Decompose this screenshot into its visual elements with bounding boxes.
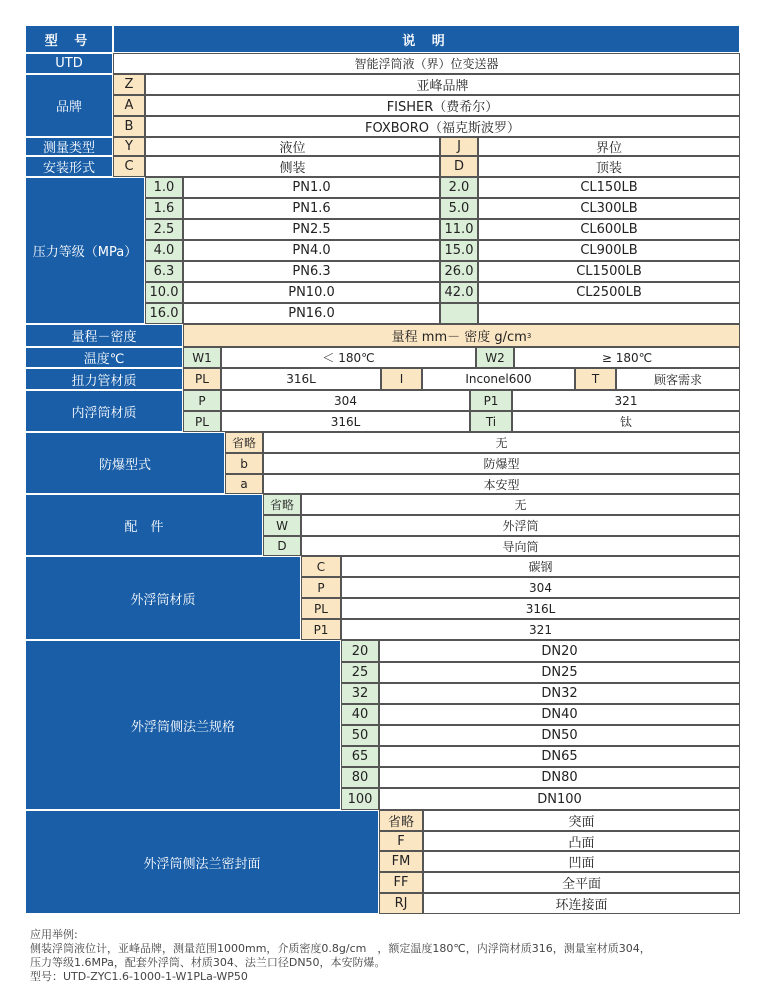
torque-code-i: I xyxy=(381,368,422,390)
pressure-pn: PN2.5 xyxy=(183,219,440,240)
pressure-cl: CL1500LB xyxy=(478,261,740,282)
pressure-pn: PN16.0 xyxy=(183,303,440,324)
example-line-2: 压力等级1.6MPa，配套外浮筒、材质304、法兰口径DN50，本安防爆。 xyxy=(30,956,386,969)
parts-desc: 外浮筒 xyxy=(301,515,740,536)
flange-desc: DN20 xyxy=(379,640,740,662)
flange-desc: DN32 xyxy=(379,683,740,704)
flange-desc: DN40 xyxy=(379,704,740,725)
outer-code: C xyxy=(301,556,341,577)
range-label: 量程－密度 xyxy=(25,324,183,347)
parts-desc: 导向筒 xyxy=(301,536,740,556)
install-label: 安装形式 xyxy=(25,156,113,177)
explosion-desc: 本安型 xyxy=(263,474,740,494)
flange-code: 80 xyxy=(341,767,379,788)
measure-label: 测量类型 xyxy=(25,137,113,156)
pressure-code: 4.0 xyxy=(145,240,183,261)
outer-desc: 304 xyxy=(341,577,740,598)
pressure-code: 15.0 xyxy=(440,240,478,261)
inner-code-ti: Ti xyxy=(470,411,512,432)
explosion-code: a xyxy=(225,474,263,494)
flange-desc: DN25 xyxy=(379,662,740,683)
inner-desc-p1: 321 xyxy=(512,390,740,411)
pressure-code: 26.0 xyxy=(440,261,478,282)
pressure-code: 6.3 xyxy=(145,261,183,282)
inner-desc-p: 304 xyxy=(221,390,470,411)
flange-code: 100 xyxy=(341,788,379,810)
seal-label: 外浮筒侧法兰密封面 xyxy=(25,810,379,914)
utd-description: 智能浮筒液（界）位变送器 xyxy=(113,53,740,74)
inner-code-p: P xyxy=(183,390,221,411)
pressure-cl: CL300LB xyxy=(478,198,740,219)
brand-code-z: Z xyxy=(113,74,145,95)
explosion-desc: 防爆型 xyxy=(263,453,740,474)
torque-desc-i: Inconel600 xyxy=(422,368,575,390)
seal-code: 省略 xyxy=(379,810,423,831)
example-line-1: 侧装浮筒液位计，亚峰品牌，测量范围1000mm，介质密度0.8g/cm ，额定温度180℃，内浮筒材质316，测量室材质304， xyxy=(30,942,651,955)
outer-desc: 316L xyxy=(341,598,740,619)
explosion-label: 防爆型式 xyxy=(25,432,225,494)
seal-code: RJ xyxy=(379,893,423,914)
flange-desc: DN65 xyxy=(379,746,740,767)
pressure-pn: PN10.0 xyxy=(183,282,440,303)
flange-code: 40 xyxy=(341,704,379,725)
flange-code: 65 xyxy=(341,746,379,767)
example-model: 型号：UTD-ZYC1.6-1000-1-W1PLa-WP50 xyxy=(30,970,248,983)
pressure-cl: CL2500LB xyxy=(478,282,740,303)
outer-desc: 321 xyxy=(341,619,740,640)
pressure-cl-empty xyxy=(478,303,740,324)
seal-desc: 环连接面 xyxy=(423,893,740,914)
inner-code-p1: P1 xyxy=(470,390,512,411)
install-desc-d: 顶装 xyxy=(478,156,740,177)
torque-desc-pl: 316L xyxy=(221,368,381,390)
flange-code: 32 xyxy=(341,683,379,704)
example-title: 应用举例: xyxy=(30,928,78,941)
inner-code-pl: PL xyxy=(183,411,221,432)
pressure-code: 1.6 xyxy=(145,198,183,219)
seal-desc: 凸面 xyxy=(423,831,740,851)
torque-label: 扭力管材质 xyxy=(25,368,183,390)
parts-code: D xyxy=(263,536,301,556)
temperature-desc-w2: ≥ 180℃ xyxy=(514,347,740,368)
install-desc-c: 侧装 xyxy=(145,156,440,177)
seal-code: FM xyxy=(379,851,423,872)
brand-desc-b: FOXBORO（福克斯波罗） xyxy=(145,116,740,137)
flange-code: 50 xyxy=(341,725,379,746)
brand-label: 品牌 xyxy=(25,74,113,137)
pressure-code: 1.0 xyxy=(145,177,183,198)
measure-code-y: Y xyxy=(113,137,145,156)
explosion-code: 省略 xyxy=(225,432,263,453)
range-desc-sup: 3 xyxy=(526,331,532,340)
brand-code-b: B xyxy=(113,116,145,137)
pressure-cl: CL600LB xyxy=(478,219,740,240)
outer-float-label: 外浮筒材质 xyxy=(25,556,301,640)
brand-code-a: A xyxy=(113,95,145,116)
brand-desc-z: 亚峰品牌 xyxy=(145,74,740,95)
outer-code: P1 xyxy=(301,619,341,640)
install-code-d: D xyxy=(440,156,478,177)
pressure-code-empty xyxy=(440,303,478,324)
seal-code: FF xyxy=(379,872,423,893)
outer-code: P xyxy=(301,577,341,598)
torque-code-pl: PL xyxy=(183,368,221,390)
parts-code: W xyxy=(263,515,301,536)
install-code-c: C xyxy=(113,156,145,177)
parts-code: 省略 xyxy=(263,494,301,515)
temperature-code-w1: W1 xyxy=(183,347,221,368)
parts-desc: 无 xyxy=(301,494,740,515)
temperature-code-w2: W2 xyxy=(476,347,514,368)
range-desc-text: 量程 mm－ 密度 g/cm xyxy=(391,330,527,345)
pressure-code: 5.0 xyxy=(440,198,478,219)
explosion-desc: 无 xyxy=(263,432,740,453)
inner-float-label: 内浮筒材质 xyxy=(25,390,183,432)
flange-desc: DN50 xyxy=(379,725,740,746)
inner-desc-ti: 钛 xyxy=(512,411,740,432)
flange-desc: DN100 xyxy=(379,788,740,810)
torque-desc-t: 顾客需求 xyxy=(616,368,740,390)
seal-desc: 全平面 xyxy=(423,872,740,893)
header-model: 型 号 xyxy=(25,25,113,53)
pressure-code: 16.0 xyxy=(145,303,183,324)
pressure-code: 42.0 xyxy=(440,282,478,303)
pressure-code: 10.0 xyxy=(145,282,183,303)
measure-code-j: J xyxy=(440,137,478,156)
flange-code: 25 xyxy=(341,662,379,683)
inner-desc-pl: 316L xyxy=(221,411,470,432)
seal-code: F xyxy=(379,831,423,851)
flange-desc: DN80 xyxy=(379,767,740,788)
parts-label: 配 件 xyxy=(25,494,263,556)
seal-desc: 突面 xyxy=(423,810,740,831)
header-description: 说 明 xyxy=(113,25,740,53)
measure-desc-y: 液位 xyxy=(145,137,440,156)
pressure-pn: PN4.0 xyxy=(183,240,440,261)
temperature-label: 温度℃ xyxy=(25,347,183,368)
outer-code: PL xyxy=(301,598,341,619)
pressure-cl: CL150LB xyxy=(478,177,740,198)
seal-desc: 凹面 xyxy=(423,851,740,872)
pressure-code: 2.5 xyxy=(145,219,183,240)
measure-desc-j: 界位 xyxy=(478,137,740,156)
flange-label: 外浮筒侧法兰规格 xyxy=(25,640,341,810)
application-example xyxy=(30,928,651,984)
pressure-code: 11.0 xyxy=(440,219,478,240)
pressure-pn: PN1.0 xyxy=(183,177,440,198)
torque-code-t: T xyxy=(575,368,616,390)
utd-code: UTD xyxy=(25,53,113,74)
brand-desc-a: FISHER（费希尔） xyxy=(145,95,740,116)
pressure-pn: PN1.6 xyxy=(183,198,440,219)
range-description xyxy=(183,324,740,347)
pressure-cl: CL900LB xyxy=(478,240,740,261)
outer-desc: 碳钢 xyxy=(341,556,740,577)
explosion-code: b xyxy=(225,453,263,474)
pressure-code: 2.0 xyxy=(440,177,478,198)
pressure-pn: PN6.3 xyxy=(183,261,440,282)
temperature-desc-w1: ＜ 180℃ xyxy=(221,347,476,368)
pressure-label: 压力等级（MPa） xyxy=(25,177,145,324)
flange-code: 20 xyxy=(341,640,379,662)
